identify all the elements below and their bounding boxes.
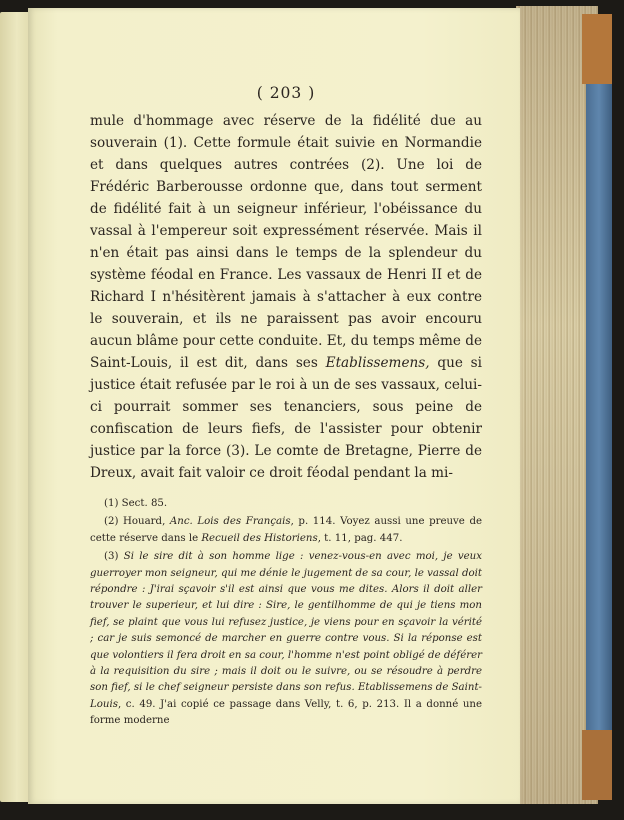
footnote-3-number: (3) [104,551,124,563]
footnote-3 [90,549,482,729]
footnote-3-quote: Si le sire dit à son homme lige : venez-vous-en avec moi, je veux guerroyer mon seigneur, qui me dénie le jugement de sa cour, le vassal doit répondre : J'irai sçavoir s'il est ainsi que vous me dites. Alors il doit aller trouver le superieur, et lui dire : Sire, le gentilhomme de qui je tiens mon fief, se plaint que vous lui refusez justice, je viens pour en sçavoir la vérité ; car je suis semoncé de marcher en guerre contre vous. Si la réponse est que volontiers il fera droit en sa cour, l'homme n'est point obligé de déférer à la requisition du sire ; mais il doit ou le suivre, ou se résoudre à perdre son fief, si le chef seigneur persiste dans son refus. Etablissemens de Saint-Louis [90,551,482,710]
cover-corner-top [582,14,612,84]
book-cover-spine [586,14,612,800]
footnote-2 [90,514,482,547]
body-italic-title: Etablissemens, [325,355,430,371]
body-paragraph [90,110,482,484]
page-number: ( 203 ) [256,84,316,102]
facing-page-edge [0,12,28,802]
body-text-start: mule d'hommage avec réserve de la fidélité due au souverain (1). Cette formule était suivie en Normandie et dans quelques autres contrées (2). Une loi de Frédéric Barberousse ordonne que, dans tout serment de fidélité fait à un seigneur inférieur, l'obéissance du vassal à l'empereur soit expressément réservée. Mais il n'en était pas ainsi dans le temps de la splendeur du système féodal en France. Les vassaux de Henri II et de Richard I n'hésitèrent jamais à s'attacher à eux contre le souverain, et ils ne paraissent pas avoir encouru aucun blâme pour cette conduite. Et, du temps même de Saint-Louis, il est dit, dans ses [90,113,482,371]
footnote-2-part-c: , t. 11, pag. 447. [317,532,403,544]
body-text-end: que si justice était refusée par le roi à un de ses vassaux, celui-ci pourrait sommer ses tenanciers, sous peine de confiscation de leurs fiefs, de l'assister pour obtenir justice par la force (3). Le comte de Bretagne, Pierre de Dreux, avait fait valoir ce droit féodal pendant la mi- [90,355,483,481]
page-content [90,84,482,732]
footnote-2-part-a: (2) Houard, [104,516,170,528]
footnote-3-tail: , c. 49. J'ai copié ce passage dans Velly, t. 6, p. 213. Il a donné une forme moderne [90,698,482,727]
footnote-2-part-b: , p. 114. Voyez aussi une preuve de cette réserve dans le [90,516,482,544]
footnote-2-title-2: Recueil des Historiens [201,532,318,544]
footnotes [90,496,482,730]
cover-corner-bottom [582,730,612,800]
footnote-2-title: Anc. Lois des Français [169,516,291,528]
footnote-1: (1) Sect. 85. [104,498,168,509]
